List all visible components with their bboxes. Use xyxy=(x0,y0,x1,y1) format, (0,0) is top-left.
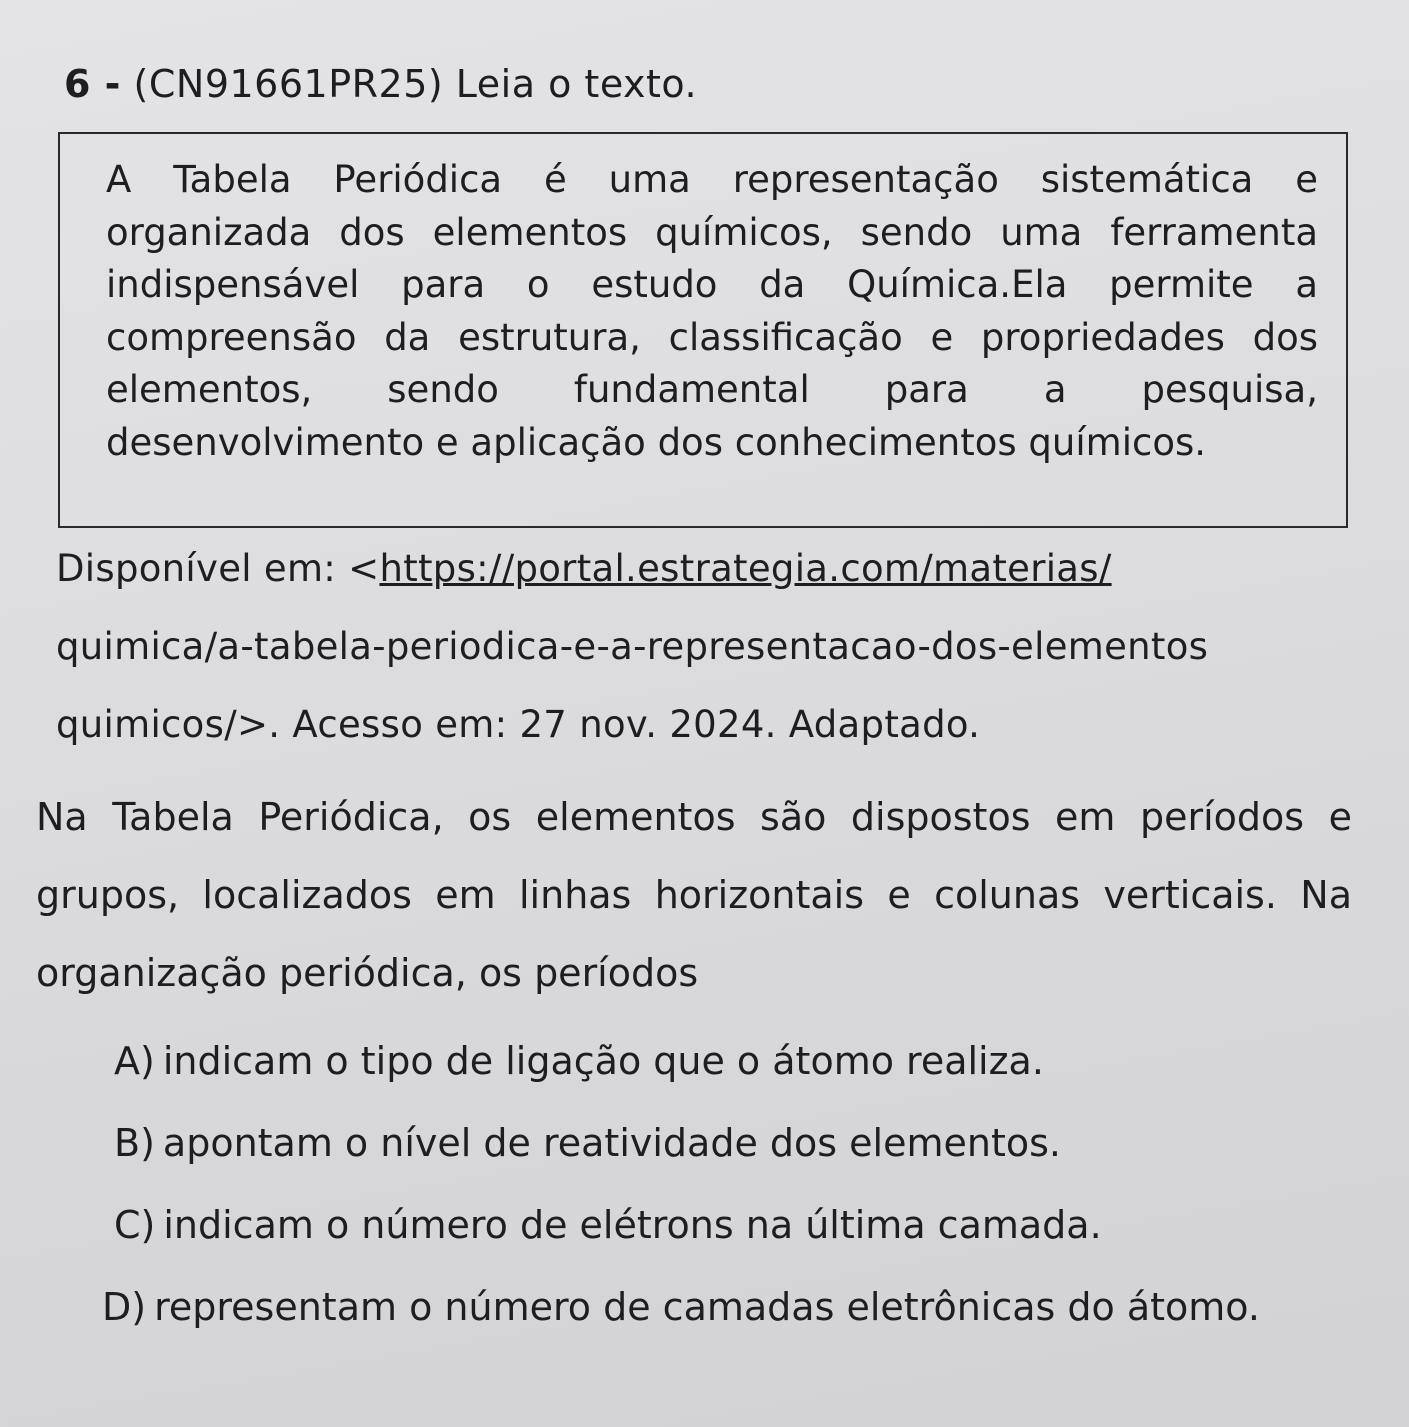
source-suffix: >. Acesso em: 27 nov. 2024. Adaptado. xyxy=(236,703,981,746)
option-text: apontam o nível de reatividade dos elementos. xyxy=(162,1121,1061,1165)
quoted-text-box xyxy=(58,132,1348,528)
option-letter: C) xyxy=(114,1203,156,1247)
question-number: 6 - xyxy=(64,62,121,106)
option-letter: D) xyxy=(102,1285,147,1329)
option-text: indicam o tipo de ligação que o átomo realiza. xyxy=(162,1039,1044,1083)
source-prefix: Disponível em: < xyxy=(56,547,380,590)
option-b[interactable] xyxy=(96,1102,1366,1184)
question-code-instruction: (CN91661PR25) Leia o texto. xyxy=(133,62,698,106)
source-url[interactable]: https://portal.estrategia.com/materias/ xyxy=(379,547,1112,590)
quoted-text: A Tabela Periódica é uma representação sistemática e organizada dos elementos químicos, sendo uma ferramenta indispensável para o estudo da Química.Ela permite a compreensão da estrutura, classificação e propriedades dos elementos, sendo fundamental para a pesquisa, desenvolvimento e aplicação dos conhecimentos químicos. xyxy=(106,158,1318,464)
source-citation xyxy=(56,530,1356,764)
question-title xyxy=(64,62,697,106)
source-url-rest: quimica/a-tabela-periodica-e-a-representacao-dos-elementos quimicos/ xyxy=(56,625,1209,746)
option-c[interactable] xyxy=(96,1184,1366,1266)
answer-options xyxy=(96,1020,1366,1348)
question-stem: Na Tabela Periódica, os elementos são dispostos em períodos e grupos, localizados em linhas horizontais e colunas verticais. Na organização periódica, os períodos xyxy=(36,795,1352,995)
option-letter: A) xyxy=(114,1039,155,1083)
option-a[interactable] xyxy=(96,1020,1366,1102)
option-d[interactable] xyxy=(96,1266,1366,1348)
option-letter: B) xyxy=(114,1121,155,1165)
option-text: representam o número de camadas eletrônicas do átomo. xyxy=(154,1285,1260,1329)
option-text: indicam o número de elétrons na última camada. xyxy=(163,1203,1102,1247)
